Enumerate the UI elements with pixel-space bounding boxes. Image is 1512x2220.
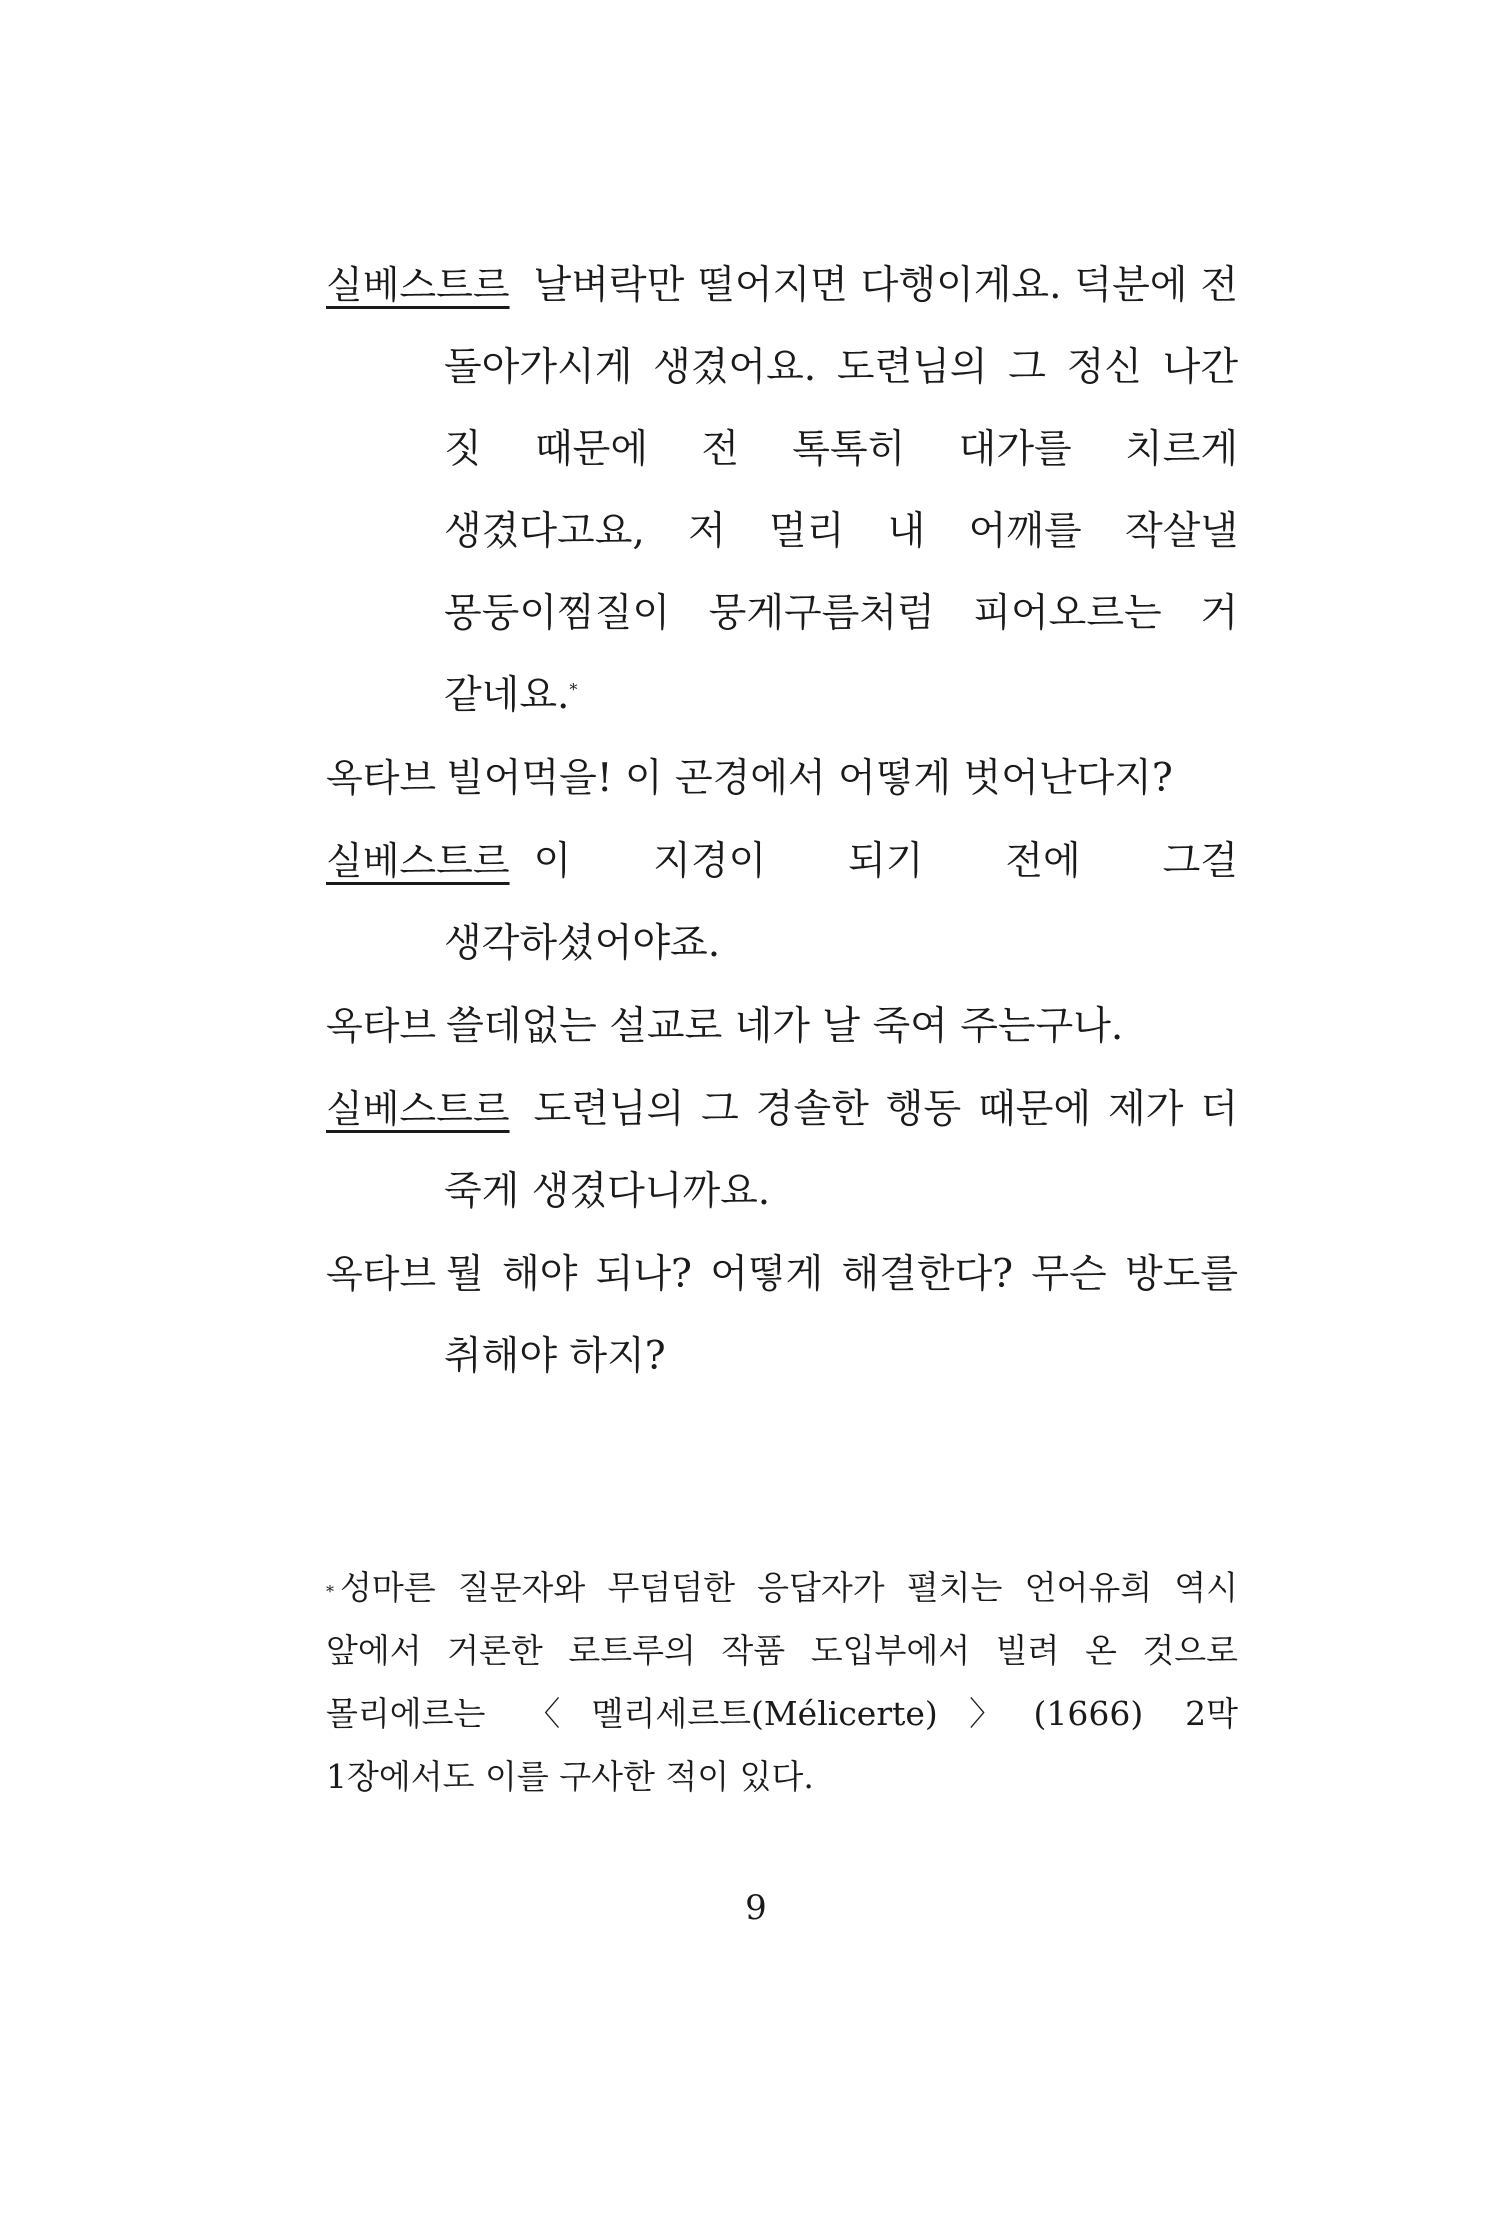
speech-line: [326, 1233, 1238, 1398]
speaker-name: 옥타브: [326, 1252, 437, 1296]
page-number: 9: [745, 1888, 767, 1928]
speech-line: [326, 737, 1238, 820]
speech-line: [326, 244, 1238, 737]
footnote-marker: *: [326, 1582, 334, 1601]
speech-text: 뭘 해야 되나? 어떻게 해결한다? 무슨 방도를 취해야 하지?: [444, 1252, 1238, 1379]
dialogue-block: [326, 244, 1238, 1398]
speaker-name: 실베스트르: [326, 1087, 510, 1131]
footnote-reference: *: [569, 680, 578, 699]
footnote-text: 성마른 질문자와 무덤덤한 응답자가 펼치는 언어유희 역시 앞에서 거론한 로트루의 작품 도입부에서 빌려 온 것으로 몰리에르는 〈멜리세르트(Mélicerte)〉(1666) 2막 1장에서도 이를 구사한 적이 있다.: [326, 1568, 1238, 1796]
speech-text: 이 지경이 되기 전에 그걸 생각하셨어야죠.: [444, 839, 1238, 966]
speaker-name: 옥타브: [326, 756, 437, 800]
speaker-name: 실베스트르: [326, 839, 510, 883]
speech-line: [326, 985, 1238, 1068]
speech-line: [326, 820, 1238, 985]
speech-text: 도련님의 그 경솔한 행동 때문에 제가 더 죽게 생겼다니까요.: [444, 1087, 1238, 1214]
footnote: [326, 1556, 1238, 1808]
speaker-name: 옥타브: [326, 1004, 437, 1048]
speaker-name: 실베스트르: [326, 263, 510, 307]
speech-text: 날벼락만 떨어지면 다행이게요. 덕분에 전 돌아가시게 생겼어요. 도련님의 그 정신 나간 짓 때문에 전 톡톡히 대가를 치르게 생겼다고요, 저 멀리 내 어깨를 작살낼 몽둥이찜질이 뭉게구름처럼 피어오르는 거 같네요.: [444, 263, 1238, 718]
speech-text: 쓸데없는 설교로 네가 날 죽여 주는구나.: [446, 1004, 1124, 1049]
speech-line: [326, 1068, 1238, 1233]
speech-text: 빌어먹을! 이 곤경에서 어떻게 벗어난다지?: [446, 756, 1173, 801]
